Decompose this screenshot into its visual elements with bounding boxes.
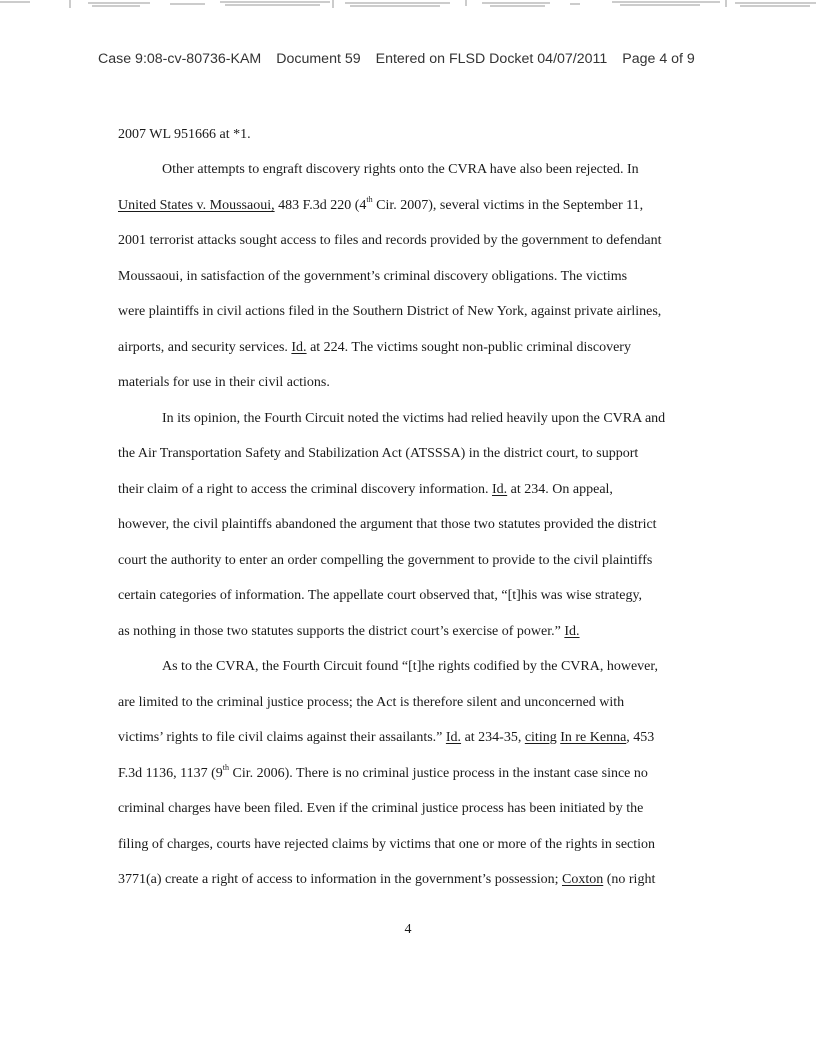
case-citation-moussaoui: United States v. Moussaoui,	[118, 198, 275, 213]
header-case-number: Case 9:08-cv-80736-KAM	[98, 51, 262, 67]
body-line-3	[118, 195, 644, 213]
case-citation-kenna: In re Kenna	[560, 730, 627, 745]
body-line-6	[118, 305, 661, 319]
text-run: 2001 terrorist attacks sought access to files and records provided by the government to defendant	[118, 233, 662, 248]
id-citation: Id.	[492, 482, 508, 497]
text-run: at 234. On appeal,	[507, 482, 613, 497]
text-run: victims’ rights to file civil claims against their assailants.”	[118, 730, 446, 745]
body-line-5	[118, 270, 627, 284]
text-run: criminal charges have been filed. Even if the criminal justice process has been initiated by the	[118, 801, 644, 816]
body-line-2	[162, 163, 639, 177]
id-citation: Id.	[291, 340, 307, 355]
body-line-13	[118, 554, 652, 568]
text-run: at 234-35,	[461, 730, 525, 745]
text-run: F.3d 1136, 1137 (9	[118, 766, 223, 781]
body-line-8	[118, 376, 330, 390]
page-number: 4	[404, 922, 412, 937]
text-run: at 224. The victims sought non-public criminal discovery	[306, 340, 631, 355]
text-run: filing of charges, courts have rejected claims by victims that one or more of the rights in section	[118, 837, 656, 852]
text-run: materials for use in their civil actions.	[118, 375, 330, 390]
body-line-10	[118, 447, 638, 461]
body-line-14	[118, 589, 642, 603]
scan-artifact-strip	[0, 0, 816, 12]
body-line-16	[162, 660, 658, 674]
body-line-17	[118, 696, 624, 710]
body-line-12	[118, 518, 657, 532]
ordinal-suffix: th	[222, 763, 230, 773]
ordinal-suffix: th	[366, 195, 373, 205]
body-line-18	[118, 731, 654, 745]
text-run: Cir. 2006). There is no criminal justice process in the instant case since no	[229, 766, 648, 781]
id-citation: Id.	[445, 730, 462, 745]
text-run: their claim of a right to access the criminal discovery information.	[118, 482, 492, 497]
text-run: certain categories of information. The appellate court observed that, “[t]his was wise strategy,	[118, 588, 643, 603]
text-run: Moussaoui, in satisfaction of the government’s criminal discovery obligations. The victims	[118, 269, 628, 284]
header-document-number: Document 59	[276, 51, 361, 67]
text-run: 483 F.3d 220 (4	[274, 198, 367, 213]
text-run: airports, and security services.	[118, 340, 292, 355]
text-run: court the authority to enter an order compelling the government to provide to the civil plaintiffs	[118, 553, 653, 568]
id-citation: Id.	[564, 624, 580, 639]
body-line-19	[118, 763, 648, 781]
body-line-15	[118, 625, 580, 639]
citing-signal: citing	[524, 730, 557, 745]
body-line-7	[118, 341, 631, 355]
case-citation-coxton: Coxton	[562, 872, 604, 887]
header-page-count: Page 4 of 9	[622, 51, 695, 67]
header-entered-docket: Entered on FLSD Docket 04/07/2011	[375, 51, 608, 67]
text-run: Cir. 2007), several victims in the September 11,	[372, 198, 644, 213]
text-run: are limited to the criminal justice process; the Act is therefore silent and unconcerned with	[118, 695, 625, 710]
body-line-1	[118, 128, 251, 142]
case-header	[98, 51, 695, 67]
text-run: 3771(a) create a right of access to information in the government’s possession;	[118, 872, 562, 887]
body-line-22	[118, 873, 655, 887]
text-run: , 453	[626, 730, 655, 745]
body-line-9	[162, 412, 665, 426]
body-line-20	[118, 802, 643, 816]
text-run: (no right	[603, 872, 656, 887]
body-line-11	[118, 483, 613, 497]
text-run: however, the civil plaintiffs abandoned the argument that those two statutes provided the district	[118, 517, 657, 532]
text-run: as nothing in those two statutes supports the district court’s exercise of power.”	[118, 624, 565, 639]
text-run: In its opinion, the Fourth Circuit noted the victims had relied heavily upon the CVRA and	[162, 411, 666, 426]
body-line-4	[118, 234, 662, 248]
text-run: Other attempts to engraft discovery rights onto the CVRA have also been rejected. In	[162, 162, 639, 177]
text-run: were plaintiffs in civil actions filed in the Southern District of New York, against private airlines,	[118, 304, 662, 319]
body-line-21	[118, 838, 655, 852]
text-run: the Air Transportation Safety and Stabilization Act (ATSSSA) in the district court, to support	[118, 446, 639, 461]
text-run: As to the CVRA, the Fourth Circuit found “[t]he rights codified by the CVRA, however,	[162, 659, 658, 674]
text-run: 2007 WL 951666 at *1.	[118, 127, 251, 142]
